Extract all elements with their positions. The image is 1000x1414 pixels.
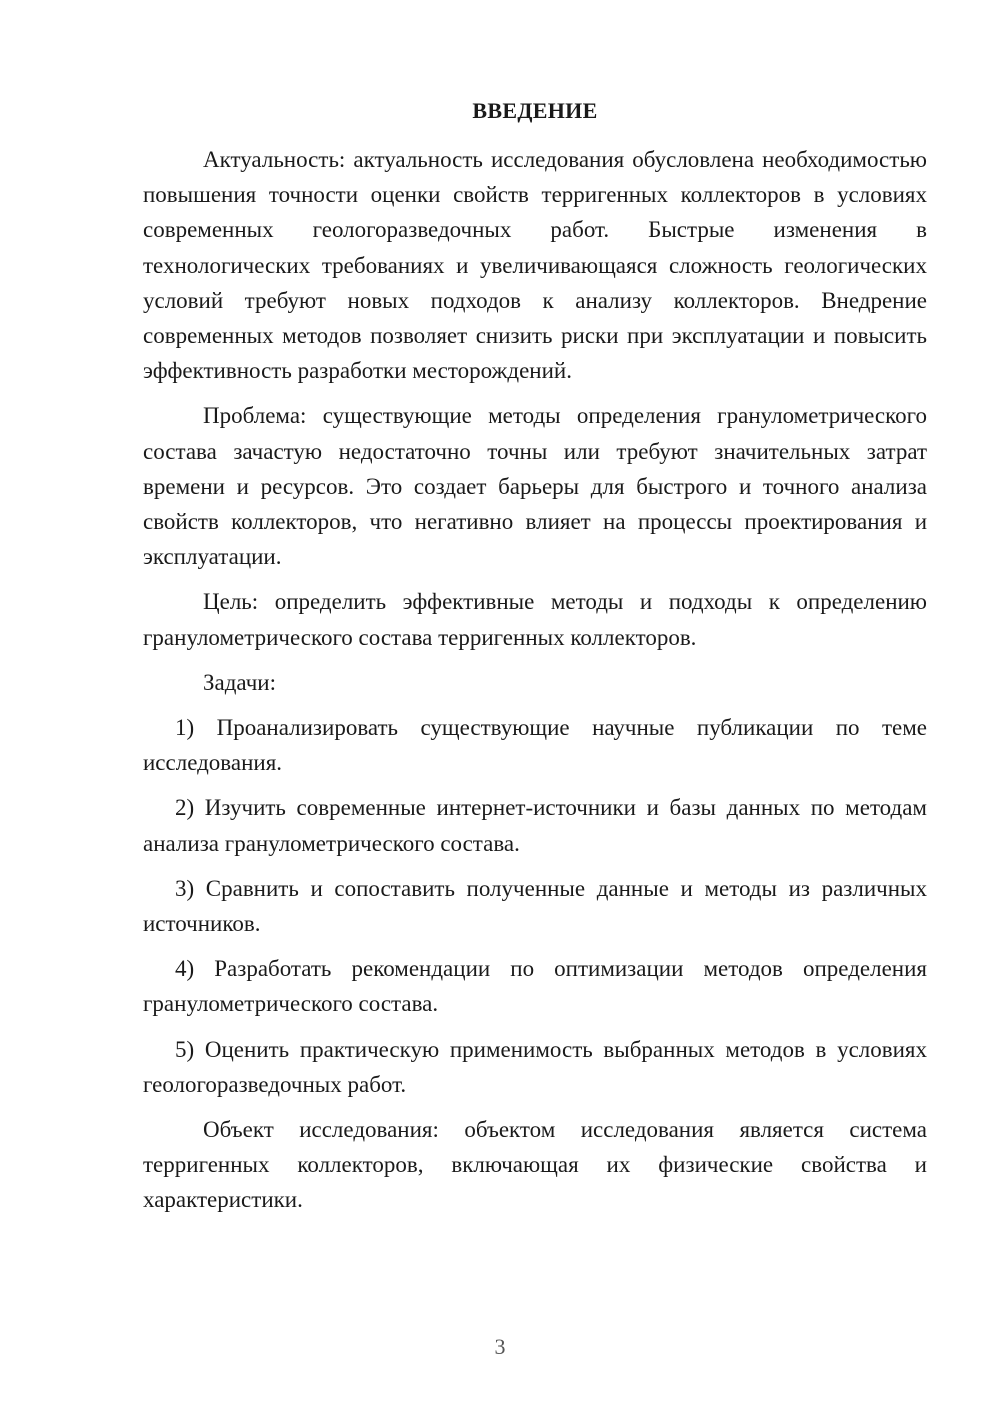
task-item-1: 1) Проанализировать существующие научные публикации по теме исследования. — [143, 715, 927, 776]
section-title: ВВЕДЕНИЕ — [472, 98, 598, 123]
tasks-heading: Задачи: — [203, 669, 276, 695]
paragraph-goal: Цель: определить эффективные методы и подходы к определению гранулометрического состава терригенных коллекторов. — [143, 589, 927, 650]
paragraph-relevance: Актуальность: актуальность исследования обусловлена необходимостью повышения точности оценки свойств терригенных коллекторов в условиях современных геологоразведочных работ. Быстрые изменения в технологических требованиях и увеличивающаяся сложность геологических условий требуют новых подходов к анализу коллекторов. Внедрение современных методов позволяет снизить риски при эксплуатации и повысить эффективность разработки месторождений. — [143, 147, 927, 384]
page-number: 3 — [494, 1334, 506, 1359]
document-body — [143, 142, 927, 1218]
task-item-2: 2) Изучить современные интернет-источники и базы данных по методам анализа гранулометрического состава. — [143, 795, 927, 856]
task-item-3: 3) Сравнить и сопоставить полученные данные и методы из различных источников. — [143, 875, 927, 937]
paragraph-problem: Проблема: существующие методы определения гранулометрического состава зачастую недостаточно точны или требуют значительных затрат времени и ресурсов. Это создает барьеры для быстрого и точного анализа свойств коллекторов, что негативно влияет на процессы проектирования и эксплуатации. — [143, 403, 927, 570]
task-item-5: 5) Оценить практическую применимость выбранных методов в условиях геологоразведочных работ. — [143, 1036, 927, 1097]
paragraph-object: Объект исследования: объектом исследования является система терригенных коллекторов, включающая их физические свойства и характеристики. — [143, 1117, 927, 1213]
task-item-4: 4) Разработать рекомендации по оптимизации методов определения гранулометрического состава. — [143, 956, 927, 1017]
